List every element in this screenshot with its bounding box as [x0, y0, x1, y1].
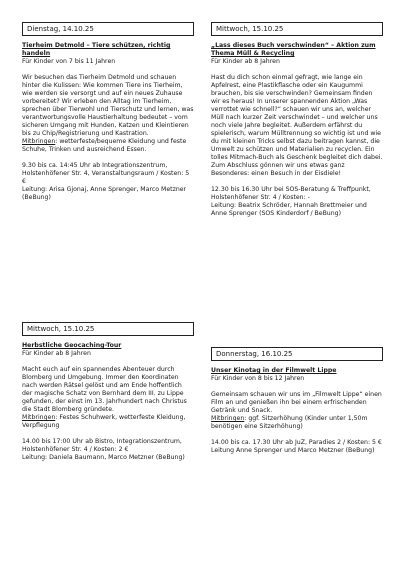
bring-label: Mitbringen	[22, 138, 56, 145]
event-time: 12.30 bis 16.30 Uhr bei SOS-Beratung & Treffpunkt, Holstenhöfener Str. 4 / Kosten: -	[211, 186, 371, 201]
event-time: 14.00 bis ca. 17.30 Uhr ab JuZ, Paradies 2 / Kosten: 5 €	[211, 439, 382, 446]
event-wednesday-right	[211, 22, 383, 218]
event-bring	[22, 414, 194, 430]
event-bring	[22, 138, 194, 154]
event-lead: Leitung: Beatrix Schröder, Hannah Brettmeier und Anne Sprenger (SOS Kinderdorf / BeBung)	[211, 202, 367, 217]
event-audience: Für Kinder ab 8 Jahren	[211, 58, 280, 65]
day-header: Donnerstag, 16.10.25	[211, 347, 383, 361]
bring-text: : ggf. Sitzerhöhung (Kinder unter 1,50m benötigen eine Sitzerhöhung)	[211, 415, 368, 430]
bring-text: : Festes Schuhwerk, wetterfeste Kleidung, Verpflegung	[22, 414, 186, 429]
event-description: Macht euch auf ein spannendes Abenteuer durch Blomberg und Umgebung. Immer den Koordinaten nach werden Rätsel gelöst und am Ende hoffentlich der magische Schatz von Bernhard dem III. zu Lippe gefunden, der einst im 13. Jahrhundert nach Christus die Stadt Blomberg gründete.	[22, 366, 187, 413]
event-audience: Für Kinder von 8 bis 12 Jahren	[211, 375, 305, 382]
event-time: 9.30 bis ca. 14:45 Uhr ab Integrationszentrum, Holstenhöfener Str. 4, Veranstaltungsraum / Kosten: 5 €	[22, 162, 190, 185]
event-thursday	[211, 347, 383, 455]
day-header: Dienstag, 14.10.25	[22, 22, 194, 36]
event-audience: Für Kinder ab 8 Jahren	[22, 350, 91, 357]
event-lead: Leitung: Daniela Baumann, Marco Metzner (BeBung)	[22, 454, 185, 461]
bring-label: Mitbringen	[22, 414, 56, 421]
event-description: Hast du dich schon einmal gefragt, wie lange ein Apfelrest, eine Plastikflasche oder ein Kaugummi brauchen, bis sie verschwinden? Gemeinsam finden wir es heraus! In unserer spannenden Aktion „Was verrottet wie schnell?“ schauen wir uns an, welcher Müll nach kurzer Zeit verschwindet – und welcher uns noch viele Jahre begleitet. Außerdem erfährst du spielerisch, warum Mülltrennung so wichtig ist und wie du mit kleinen Tricks selbst dazu beitragen kannst, die Umwelt zu schützen und Materialien zu recyclen. Ein tolles Mitmach-Buch als Geschenk begleitet dich dabei. Zum Abschluss gönnen wir uns etwas ganz Besonderes: einen Besuch in der Eisdiele!	[211, 74, 383, 177]
day-header: Mittwoch, 15.10.25	[211, 22, 383, 36]
event-description: Wir besuchen das Tierheim Detmold und schauen hinter die Kulissen: Wie kommen Tiere ins Tierheim, wie werden sie versorgt und auf ein neues Zuhause vorbereitet? Wir erleben den Alltag im Tierheim, sprechen über Tierwohl und Tierschutz und lernen, was verantwortungsvolle Haustierhaltung bedeutet – vom sicheren Umgang mit Hunden, Katzen und Kleintieren bis zu Chip/Registrierung und Kastration.	[22, 74, 194, 137]
event-title: Unser Kinotag in der Filmwelt Lippe	[211, 367, 337, 374]
event-lead: Leitung Anne Sprenger und Marco Metzner (BeBung)	[211, 447, 375, 454]
event-time: 14.00 bis 17:00 Uhr ab Bistro, Integrationszentrum, Holstenhöfener Str. 4 / Kosten: 2 €	[22, 438, 182, 453]
event-description: Gemeinsam schauen wir uns im „Filmwelt Lippe“ einen Film an und genießen ihn bei einem erfrischenden Getränk und Snack.	[211, 391, 382, 414]
event-lead: Leitung: Arisa Gjonaj, Anne Sprenger, Marco Metzner (BeBung)	[22, 186, 187, 201]
event-tuesday	[22, 22, 194, 202]
event-bring	[211, 415, 383, 431]
event-title: „Lass dieses Buch verschwinden“ – Aktion zum Thema Müll & Recycling	[211, 42, 376, 57]
day-header: Mittwoch, 15.10.25	[22, 322, 194, 336]
bring-label: Mitbringen	[211, 415, 245, 422]
event-title: Herbstliche Geocaching-Tour	[22, 342, 122, 349]
event-audience: Für Kinder von 7 bis 11 Jahren	[22, 58, 116, 65]
event-wednesday-left	[22, 322, 194, 462]
bring-text: : wetterfeste/bequeme Kleidung und feste Schuhe, Trinken und ausreichend Essen.	[22, 138, 187, 153]
event-title: Tierheim Detmold – Tiere schützen, richtig handeln	[22, 42, 171, 57]
